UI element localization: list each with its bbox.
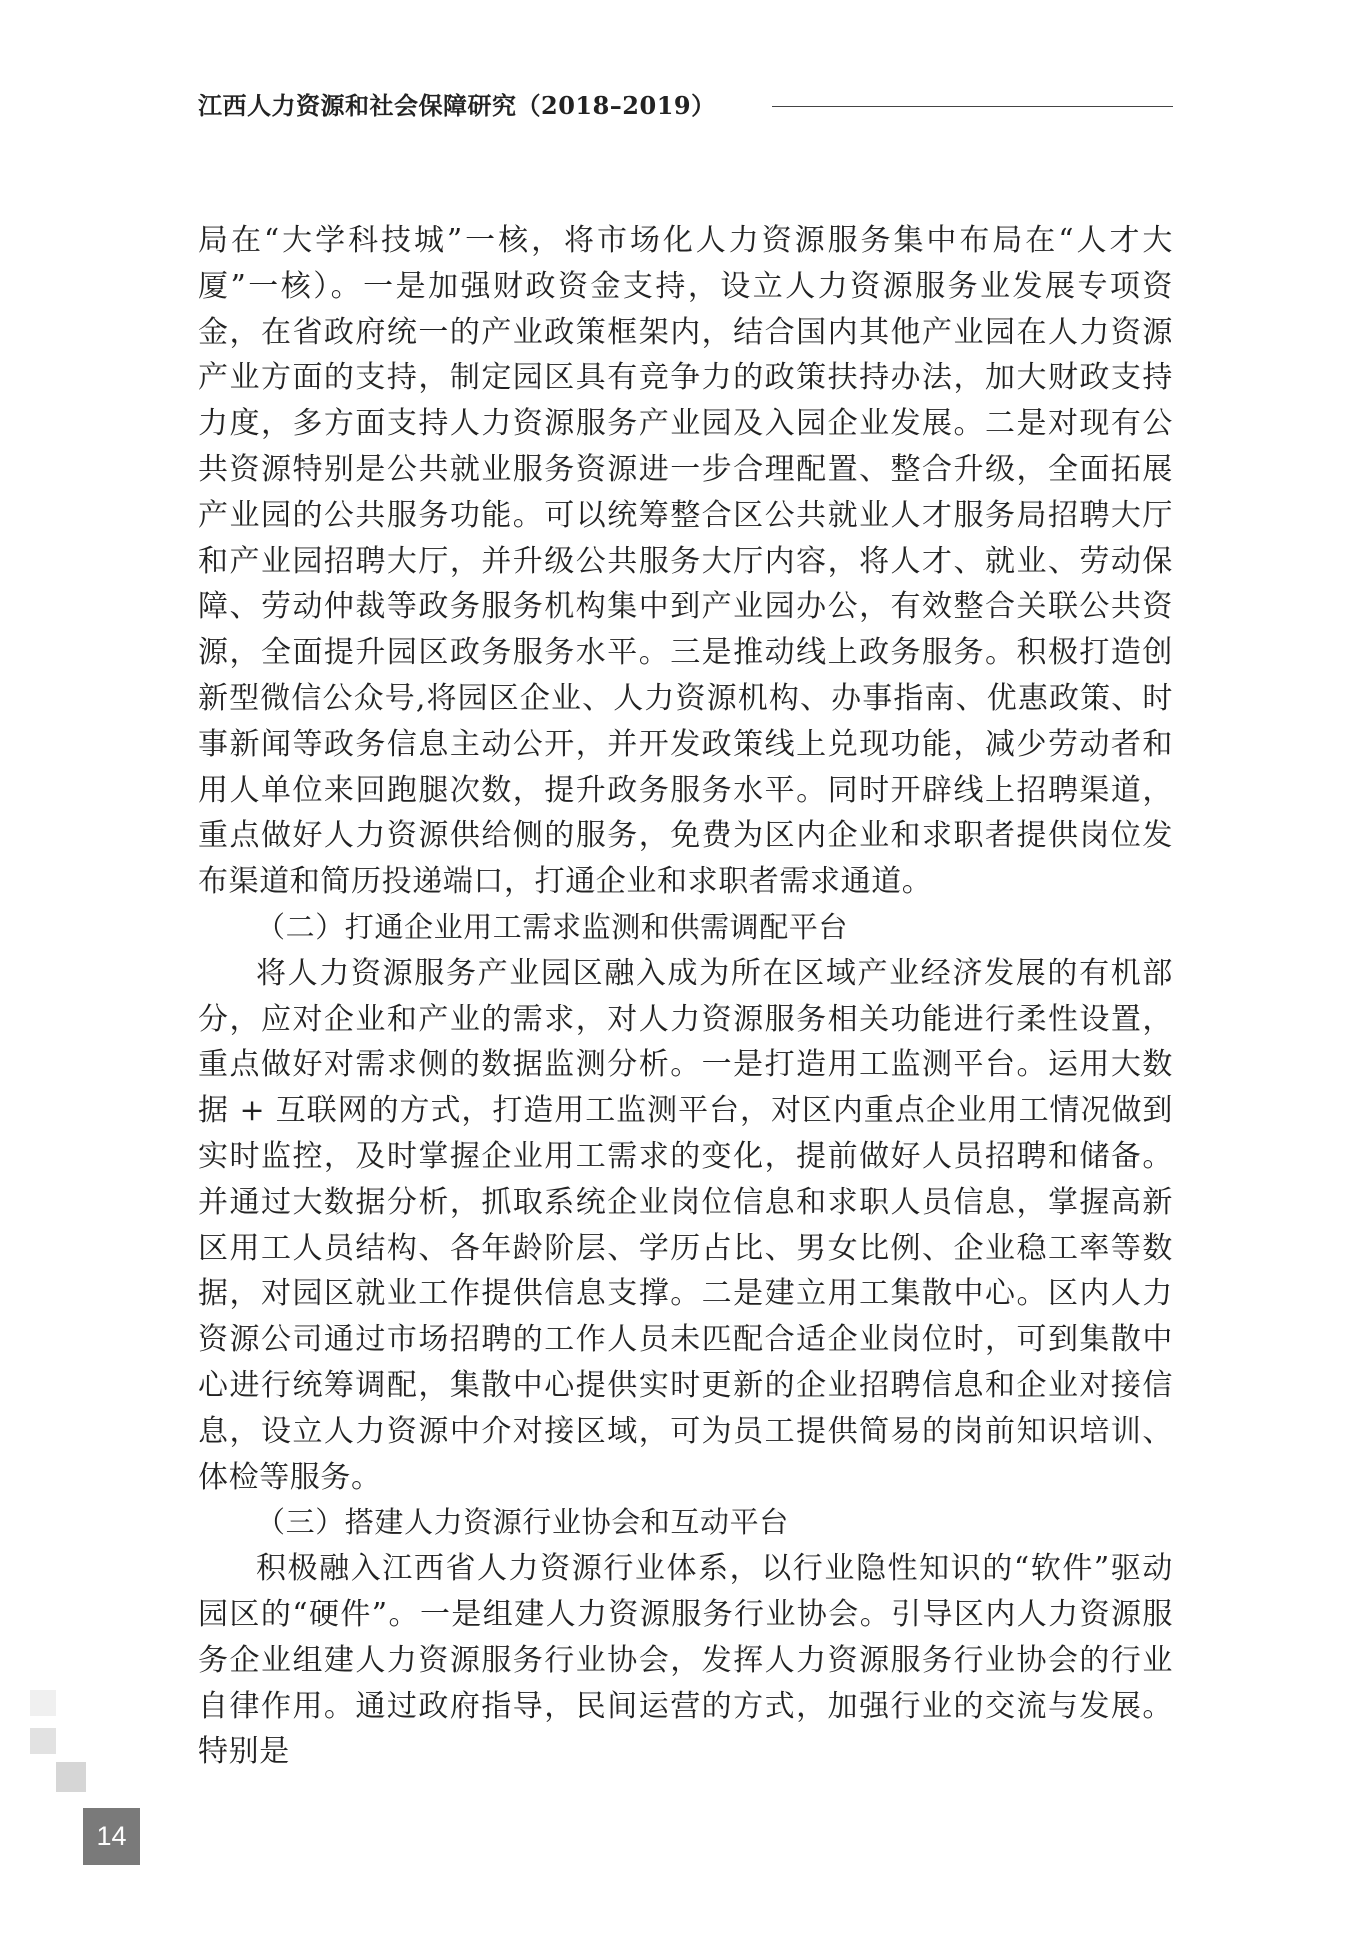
paragraph: 积极融入江西省人力资源行业体系，以行业隐性知识的“软件”驱动园区的“硬件”。一是组建人力资源服务行业协会。引导区内人力资源服务企业组建人力资源服务行业协会，发挥人力资源服务行业协会的行业自律作用。通过政府指导，民间运营的方式，加强行业的交流与发展。特别是 — [198, 1551, 1173, 1770]
decorative-square — [30, 1690, 56, 1716]
page-body — [198, 218, 1173, 1775]
section-heading-3: （三）搭建人力资源行业协会和互动平台 — [256, 1505, 789, 1540]
running-header — [198, 86, 1173, 126]
header-rule — [772, 106, 1173, 107]
decorative-square — [30, 1728, 56, 1754]
decorative-square — [56, 1762, 86, 1792]
book-title: 江西人力资源和社会保障研究（2018–2019） — [198, 91, 716, 120]
section-heading-2: （二）打通企业用工需求监测和供需调配平台 — [256, 909, 849, 944]
paragraph: 将人力资源服务产业园区融入成为所在区域产业经济发展的有机部分，应对企业和产业的需求，对人力资源服务相关功能进行柔性设置，重点做好对需求侧的数据监测分析。一是打造用工监测平台。运用大数据 + 互联网的方式，打造用工监测平台，对区内重点企业用工情况做到实时监控，及时掌握企业用工需求的变化，提前做好人员招聘和储备。并通过大数据分析，抓取系统企业岗位信息和求职人员信息，掌握高新区用工人员结构、各年龄阶层、学历占比、男女比例、企业稳工率等数据，对园区就业工作提供信息支撑。二是建立用工集散中心。区内人力资源公司通过市场招聘的工作人员未匹配合适企业岗位时，可到集散中心进行统筹调配，集散中心提供实时更新的企业招聘信息和企业对接信息，设立人力资源中介对接区域，可为员工提供简易的岗前知识培训、体检等服务。 — [198, 955, 1173, 1495]
paragraph-continued: 局在“大学科技城”一核，将市场化人力资源服务集中布局在“人才大厦”一核）。一是加强财政资金支持，设立人力资源服务业发展专项资金，在省政府统一的产业政策框架内，结合国内其他产业园在人力资源产业方面的支持，制定园区具有竞争力的政策扶持办法，加大财政支持力度，多方面支持人力资源服务产业园及入园企业发展。二是对现有公共资源特别是公共就业服务资源进一步合理配置、整合升级，全面拓展产业园的公共服务功能。可以统筹整合区公共就业人才服务局招聘大厅和产业园招聘大厅，并升级公共服务大厅内容，将人才、就业、劳动保障、劳动仲裁等政务服务机构集中到产业园办公，有效整合关联公共资源，全面提升园区政务服务水平。三是推动线上政务服务。积极打造创新型微信公众号,将园区企业、人力资源机构、办事指南、优惠政策、时事新闻等政务信息主动公开，并开发政策线上兑现功能，减少劳动者和用人单位来回跑腿次数，提升政务服务水平。同时开辟线上招聘渠道，重点做好人力资源供给侧的服务，免费为区内企业和求职者提供岗位发布渠道和简历投递端口，打通企业和求职者需求通道。 — [198, 223, 1173, 900]
page-number: 14 — [83, 1808, 140, 1865]
